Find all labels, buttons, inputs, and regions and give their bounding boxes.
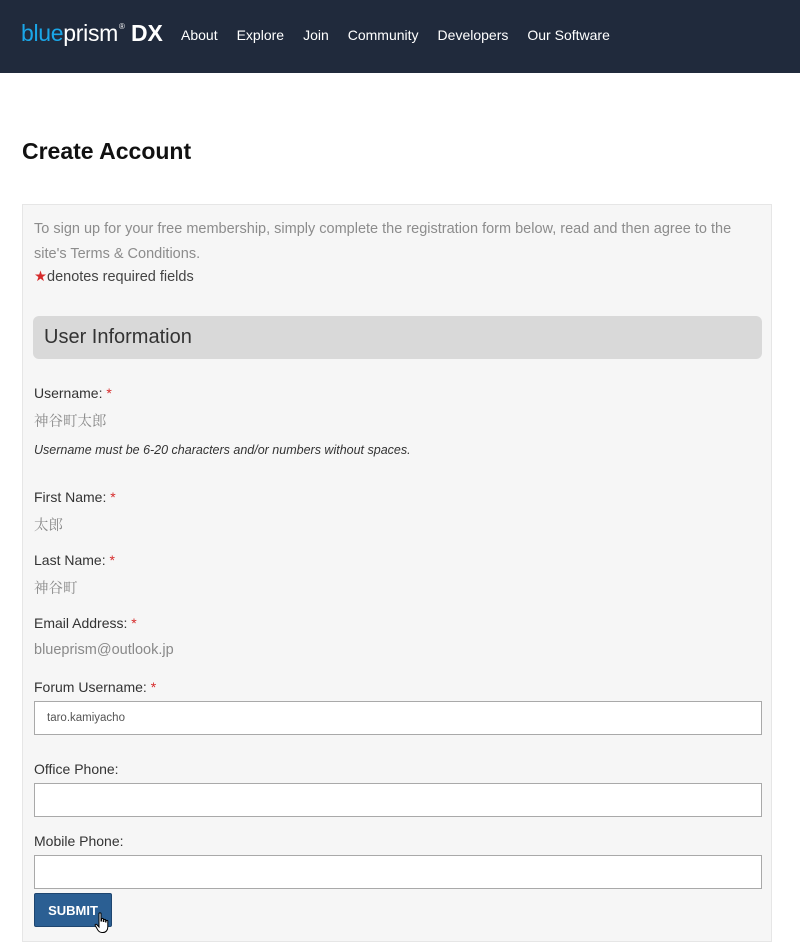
required-fields-note <box>34 269 194 285</box>
page-title: Create Account <box>22 138 192 164</box>
required-star-icon: ★ <box>34 269 47 285</box>
username-hint: Username must be 6-20 characters and/or numbers without spaces. <box>34 443 411 457</box>
submit-button[interactable]: SUBMIT <box>34 893 112 927</box>
logo-registered-mark: ® <box>119 22 125 31</box>
required-marker: * <box>110 489 116 505</box>
email-label-text: Email Address: <box>34 615 128 631</box>
forum-username-input[interactable] <box>34 701 762 735</box>
nav-item-join[interactable]: Join <box>303 27 329 43</box>
last-name-label <box>34 552 115 568</box>
username-label-text: Username: <box>34 385 103 401</box>
mobile-phone-label: Mobile Phone: <box>34 833 124 849</box>
logo-text-blue: blue <box>21 20 64 46</box>
nav-item-explore[interactable]: Explore <box>236 27 285 43</box>
office-phone-input[interactable] <box>34 783 762 817</box>
logo-text-prism: prism <box>63 20 119 46</box>
nav-item-developers[interactable]: Developers <box>437 27 509 43</box>
required-note-text: denotes required fields <box>47 269 194 285</box>
username-label <box>34 385 112 401</box>
main-nav <box>181 27 629 43</box>
first-name-label <box>34 489 116 505</box>
blueprism-dx-logo[interactable] <box>21 20 163 50</box>
email-label <box>34 615 137 631</box>
office-phone-label: Office Phone: <box>34 761 119 777</box>
nav-item-community[interactable]: Community <box>347 27 419 43</box>
username-value: 神谷町太郎 <box>34 414 107 430</box>
registration-form <box>22 204 772 942</box>
email-value: blueprism@outlook.jp <box>34 642 174 658</box>
top-navigation-bar <box>0 0 800 73</box>
required-marker: * <box>150 679 157 695</box>
first-name-label-text: First Name: <box>34 489 107 505</box>
nav-item-about[interactable]: About <box>181 27 218 43</box>
first-name-value: 太郎 <box>34 518 63 534</box>
forum-username-label-text: Forum Username: <box>34 679 147 695</box>
mobile-phone-input[interactable] <box>34 855 762 889</box>
logo-text-dx: DX <box>130 20 163 46</box>
nav-item-our-software[interactable]: Our Software <box>527 27 610 43</box>
forum-username-label <box>34 679 156 695</box>
intro-text: To sign up for your free membership, simply complete the registration form below, read and then agree to the site's Terms & Conditions. <box>34 221 732 262</box>
required-marker: * <box>131 615 137 631</box>
last-name-label-text: Last Name: <box>34 552 106 568</box>
required-marker: * <box>106 385 112 401</box>
required-marker: * <box>109 552 115 568</box>
section-header-user-information: User Information <box>33 316 762 359</box>
last-name-value: 神谷町 <box>34 581 78 597</box>
hand-pointer-cursor-icon <box>94 912 110 934</box>
